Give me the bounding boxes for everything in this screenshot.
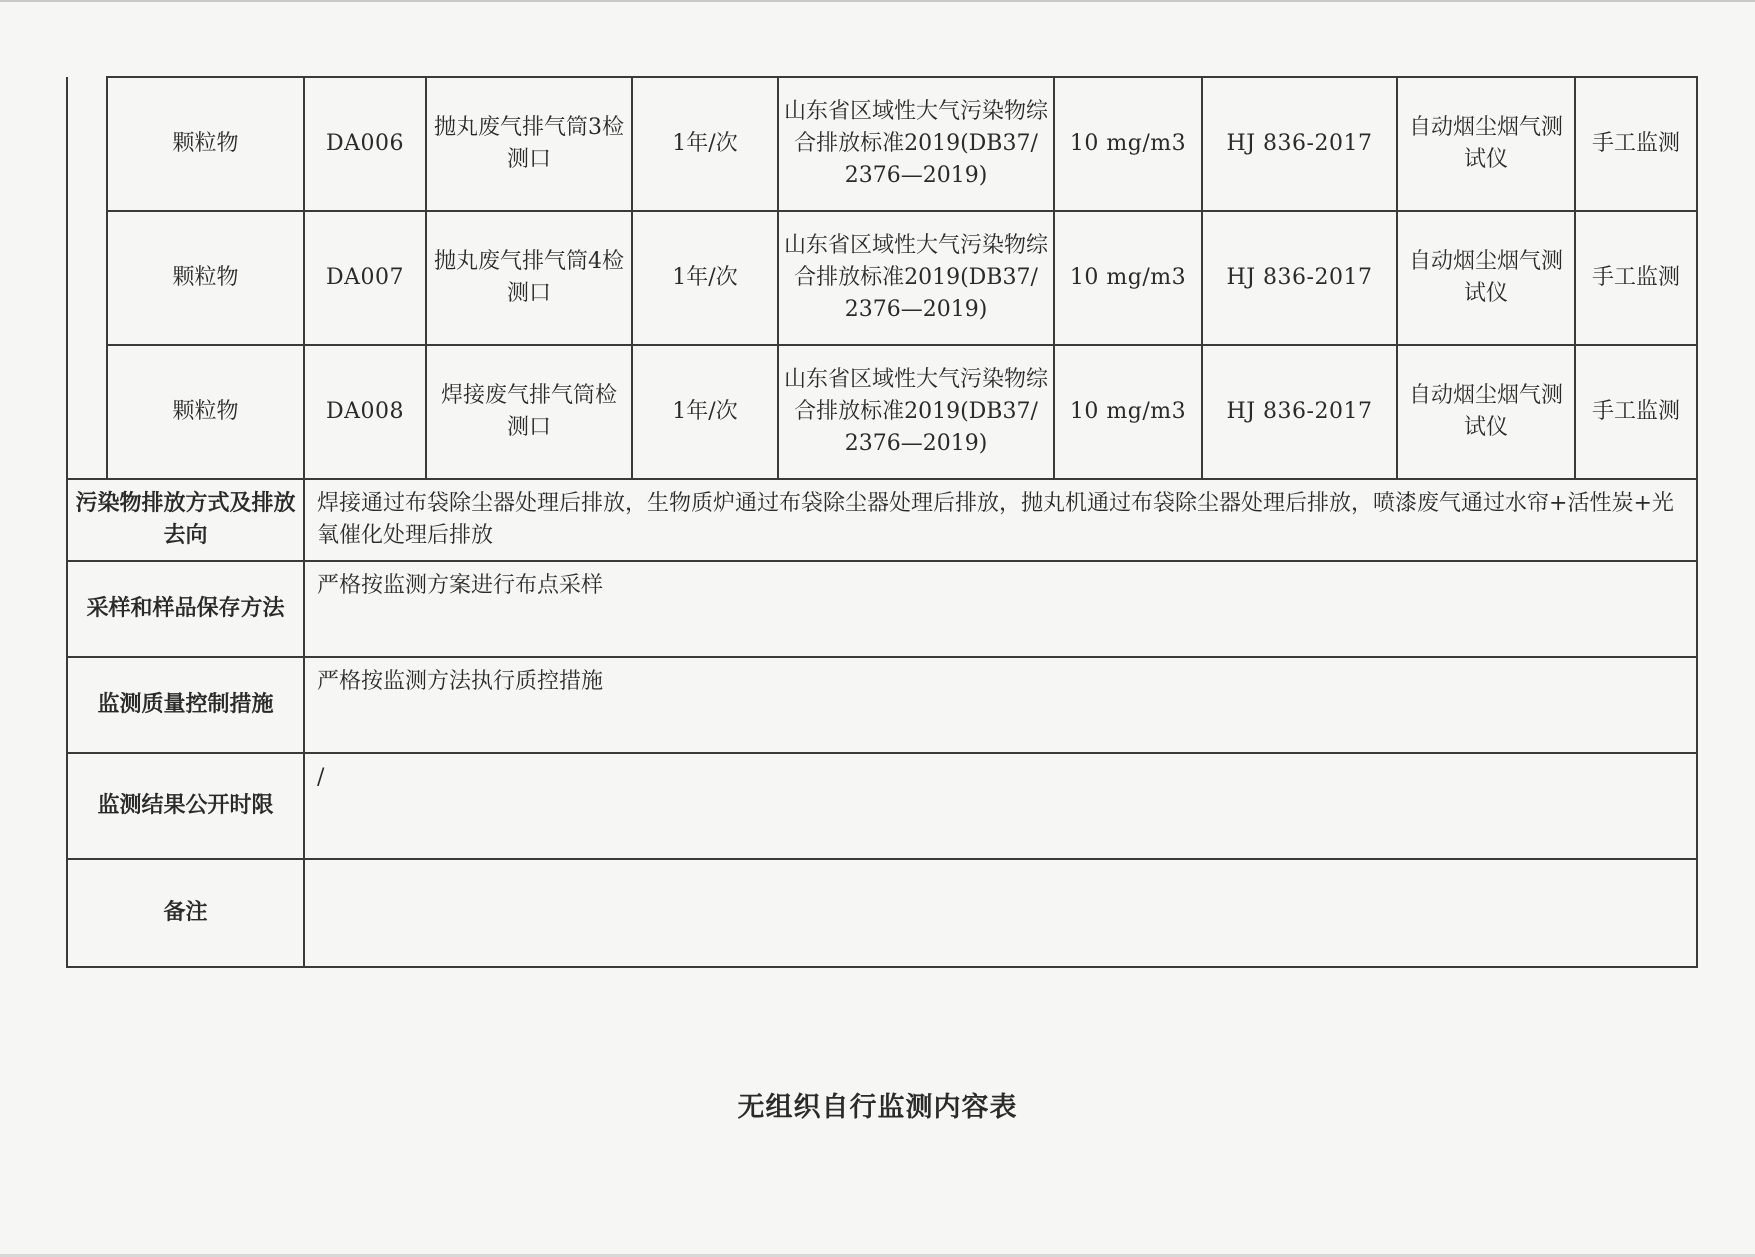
row-label: 污染物排放方式及排放去向 xyxy=(67,479,304,561)
table-row xyxy=(67,753,1697,859)
table-row xyxy=(67,345,1697,479)
row-label: 备注 xyxy=(67,859,304,967)
row-label: 监测质量控制措施 xyxy=(67,657,304,753)
monitoring-mode-cell: 手工监测 xyxy=(1575,345,1697,479)
table-row xyxy=(67,657,1697,753)
merged-blank-cell xyxy=(67,77,107,211)
merged-blank-cell xyxy=(67,211,107,345)
row-value xyxy=(304,859,1697,967)
table-row xyxy=(67,561,1697,657)
row-value: 严格按监测方案进行布点采样 xyxy=(304,561,1697,657)
monitoring-mode-cell: 手工监测 xyxy=(1575,77,1697,211)
outlet-code-cell: DA006 xyxy=(304,77,426,211)
frequency-cell: 1年/次 xyxy=(632,77,778,211)
frequency-cell: 1年/次 xyxy=(632,345,778,479)
monitoring-point-cell: 抛丸废气排气筒4检测口 xyxy=(426,211,632,345)
row-label: 监测结果公开时限 xyxy=(67,753,304,859)
monitoring-table xyxy=(66,76,1698,968)
row-value: / xyxy=(304,753,1697,859)
table-row xyxy=(67,859,1697,967)
method-cell: HJ 836-2017 xyxy=(1202,345,1397,479)
limit-cell: 10 mg/m3 xyxy=(1054,77,1202,211)
table-row xyxy=(67,479,1697,561)
monitoring-point-cell: 抛丸废气排气筒3检测口 xyxy=(426,77,632,211)
frequency-cell: 1年/次 xyxy=(632,211,778,345)
row-value: 严格按监测方法执行质控措施 xyxy=(304,657,1697,753)
pollutant-cell: 颗粒物 xyxy=(107,345,304,479)
standard-cell: 山东省区域性大气污染物综合排放标准2019(DB37/ 2376—2019) xyxy=(778,211,1054,345)
instrument-cell: 自动烟尘烟气测试仪 xyxy=(1397,345,1575,479)
row-value: 焊接通过布袋除尘器处理后排放，生物质炉通过布袋除尘器处理后排放，抛丸机通过布袋除尘器处理后排放，喷漆废气通过水帘+活性炭+光氧催化处理后排放 xyxy=(304,479,1697,561)
monitoring-mode-cell: 手工监测 xyxy=(1575,211,1697,345)
pollutant-cell: 颗粒物 xyxy=(107,211,304,345)
table-row xyxy=(67,77,1697,211)
merged-blank-cell xyxy=(67,345,107,479)
outlet-code-cell: DA008 xyxy=(304,345,426,479)
instrument-cell: 自动烟尘烟气测试仪 xyxy=(1397,77,1575,211)
instrument-cell: 自动烟尘烟气测试仪 xyxy=(1397,211,1575,345)
outlet-code-cell: DA007 xyxy=(304,211,426,345)
method-cell: HJ 836-2017 xyxy=(1202,77,1397,211)
limit-cell: 10 mg/m3 xyxy=(1054,211,1202,345)
method-cell: HJ 836-2017 xyxy=(1202,211,1397,345)
table-row xyxy=(67,211,1697,345)
limit-cell: 10 mg/m3 xyxy=(1054,345,1202,479)
section-title: 无组织自行监测内容表 xyxy=(737,1092,1018,1123)
pollutant-cell: 颗粒物 xyxy=(107,77,304,211)
monitoring-point-cell: 焊接废气排气筒检测口 xyxy=(426,345,632,479)
standard-cell: 山东省区域性大气污染物综合排放标准2019(DB37/ 2376—2019) xyxy=(778,77,1054,211)
standard-cell: 山东省区域性大气污染物综合排放标准2019(DB37/ 2376—2019) xyxy=(778,345,1054,479)
row-label: 采样和样品保存方法 xyxy=(67,561,304,657)
